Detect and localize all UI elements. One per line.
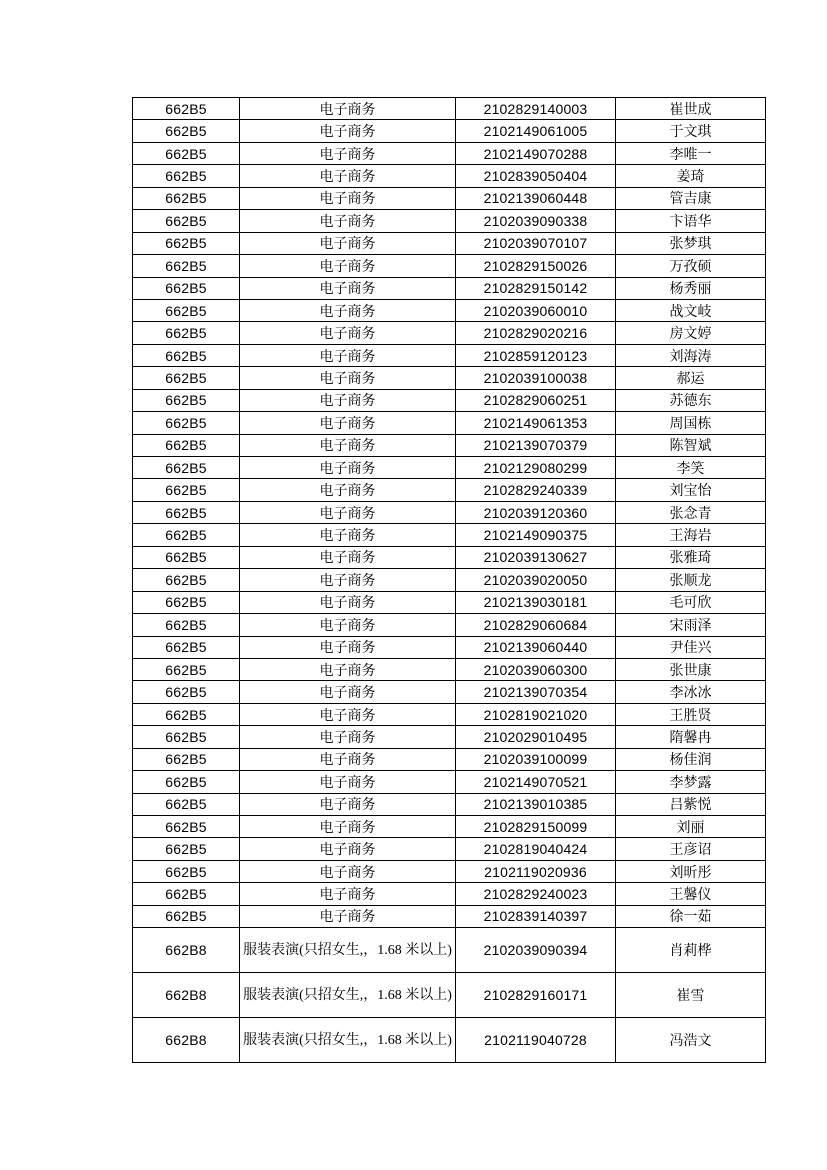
cell-major-name: 电子商务 — [240, 299, 456, 321]
cell-major-name: 电子商务 — [240, 681, 456, 703]
cell-student-id: 2102139010385 — [456, 793, 616, 815]
cell-student-name: 杨秀丽 — [616, 277, 766, 299]
table-row — [133, 771, 766, 793]
table-row — [133, 883, 766, 905]
table-row — [133, 299, 766, 321]
table-row — [133, 973, 766, 1018]
cell-student-name: 杨佳润 — [616, 748, 766, 770]
cell-student-id: 2102859120123 — [456, 344, 616, 366]
cell-student-name: 张念青 — [616, 501, 766, 523]
cell-student-name: 宋雨泽 — [616, 614, 766, 636]
cell-student-name: 王馨仪 — [616, 883, 766, 905]
cell-student-id: 2102039090338 — [456, 210, 616, 232]
table-row — [133, 928, 766, 973]
cell-student-id: 2102119020936 — [456, 860, 616, 882]
table-row — [133, 255, 766, 277]
cell-major-code: 662B5 — [133, 636, 240, 658]
cell-student-id: 2102039100038 — [456, 367, 616, 389]
cell-major-name: 电子商务 — [240, 277, 456, 299]
cell-major-code: 662B8 — [133, 1018, 240, 1063]
cell-major-code: 662B5 — [133, 703, 240, 725]
cell-student-name: 管吉康 — [616, 187, 766, 209]
cell-student-name: 于文琪 — [616, 120, 766, 142]
cell-major-code: 662B5 — [133, 569, 240, 591]
cell-student-id: 2102139060440 — [456, 636, 616, 658]
cell-student-name: 肖莉桦 — [616, 928, 766, 973]
cell-student-id: 2102829150026 — [456, 255, 616, 277]
cell-major-name: 电子商务 — [240, 255, 456, 277]
cell-major-name: 电子商务 — [240, 771, 456, 793]
cell-major-name: 服装表演(只招女生,，1.68 米以上) — [240, 1018, 456, 1063]
cell-major-name: 服装表演(只招女生,，1.68 米以上) — [240, 928, 456, 973]
table-row — [133, 569, 766, 591]
cell-student-name: 徐一茹 — [616, 905, 766, 927]
cell-student-name: 王海岩 — [616, 524, 766, 546]
cell-major-name: 电子商务 — [240, 838, 456, 860]
table-row — [133, 681, 766, 703]
cell-student-id: 2102839050404 — [456, 165, 616, 187]
cell-major-code: 662B5 — [133, 367, 240, 389]
table-row — [133, 165, 766, 187]
cell-student-id: 2102829160171 — [456, 973, 616, 1018]
cell-student-id: 2102029010495 — [456, 726, 616, 748]
cell-student-id: 2102039130627 — [456, 546, 616, 568]
table-row — [133, 658, 766, 680]
cell-student-id: 2102829140003 — [456, 98, 616, 120]
cell-major-name: 电子商务 — [240, 344, 456, 366]
table-row — [133, 434, 766, 456]
table-row — [133, 322, 766, 344]
cell-student-name: 隋馨冉 — [616, 726, 766, 748]
table-row — [133, 479, 766, 501]
table-row — [133, 905, 766, 927]
table-row — [133, 412, 766, 434]
cell-major-code: 662B5 — [133, 658, 240, 680]
cell-student-id: 2102039070107 — [456, 232, 616, 254]
cell-major-code: 662B5 — [133, 255, 240, 277]
table-row — [133, 501, 766, 523]
table-row — [133, 524, 766, 546]
cell-major-code: 662B5 — [133, 860, 240, 882]
cell-student-name: 张梦琪 — [616, 232, 766, 254]
cell-student-name: 周国栋 — [616, 412, 766, 434]
cell-major-name: 电子商务 — [240, 546, 456, 568]
cell-major-name: 电子商务 — [240, 524, 456, 546]
cell-major-code: 662B5 — [133, 165, 240, 187]
cell-major-name: 电子商务 — [240, 793, 456, 815]
table-row — [133, 344, 766, 366]
cell-student-id: 2102839140397 — [456, 905, 616, 927]
cell-student-name: 战文岐 — [616, 299, 766, 321]
cell-student-name: 李笑 — [616, 457, 766, 479]
cell-major-code: 662B5 — [133, 412, 240, 434]
cell-student-name: 卞语华 — [616, 210, 766, 232]
cell-student-id: 2102829020216 — [456, 322, 616, 344]
cell-student-name: 张顺龙 — [616, 569, 766, 591]
cell-major-name: 电子商务 — [240, 591, 456, 613]
table-row — [133, 614, 766, 636]
cell-major-code: 662B5 — [133, 883, 240, 905]
cell-student-id: 2102829150099 — [456, 816, 616, 838]
cell-student-name: 崔雪 — [616, 973, 766, 1018]
cell-major-code: 662B5 — [133, 726, 240, 748]
cell-major-name: 电子商务 — [240, 905, 456, 927]
cell-major-name: 电子商务 — [240, 322, 456, 344]
cell-student-name: 张世康 — [616, 658, 766, 680]
cell-major-name: 电子商务 — [240, 165, 456, 187]
cell-student-name: 刘昕彤 — [616, 860, 766, 882]
cell-student-name: 刘宝怡 — [616, 479, 766, 501]
cell-major-name: 电子商务 — [240, 187, 456, 209]
cell-major-code: 662B5 — [133, 277, 240, 299]
table-row — [133, 120, 766, 142]
cell-major-code: 662B5 — [133, 322, 240, 344]
cell-student-id: 2102119040728 — [456, 1018, 616, 1063]
cell-major-code: 662B5 — [133, 142, 240, 164]
table-row — [133, 816, 766, 838]
cell-student-name: 崔世成 — [616, 98, 766, 120]
cell-major-name: 电子商务 — [240, 367, 456, 389]
cell-student-id: 2102139070379 — [456, 434, 616, 456]
cell-student-id: 2102129080299 — [456, 457, 616, 479]
cell-student-name: 刘丽 — [616, 816, 766, 838]
cell-major-code: 662B5 — [133, 389, 240, 411]
cell-student-name: 万孜硕 — [616, 255, 766, 277]
cell-student-id: 2102139070354 — [456, 681, 616, 703]
cell-major-code: 662B5 — [133, 614, 240, 636]
cell-major-name: 电子商务 — [240, 98, 456, 120]
cell-major-name: 电子商务 — [240, 457, 456, 479]
student-roster-table — [132, 97, 766, 1063]
table-row — [133, 748, 766, 770]
cell-major-name: 电子商务 — [240, 434, 456, 456]
cell-student-id: 2102819040424 — [456, 838, 616, 860]
cell-major-name: 电子商务 — [240, 120, 456, 142]
cell-major-code: 662B5 — [133, 232, 240, 254]
table-row — [133, 636, 766, 658]
cell-major-name: 电子商务 — [240, 726, 456, 748]
cell-student-id: 2102819021020 — [456, 703, 616, 725]
table-body — [133, 98, 766, 1063]
cell-major-name: 电子商务 — [240, 479, 456, 501]
cell-major-code: 662B5 — [133, 344, 240, 366]
table-row — [133, 591, 766, 613]
cell-major-code: 662B5 — [133, 479, 240, 501]
cell-student-id: 2102149070521 — [456, 771, 616, 793]
cell-student-name: 刘海涛 — [616, 344, 766, 366]
cell-major-code: 662B5 — [133, 838, 240, 860]
cell-major-code: 662B5 — [133, 120, 240, 142]
table-row — [133, 838, 766, 860]
table-row — [133, 142, 766, 164]
cell-major-code: 662B5 — [133, 748, 240, 770]
cell-major-code: 662B8 — [133, 973, 240, 1018]
table-row — [133, 210, 766, 232]
cell-student-name: 冯浩文 — [616, 1018, 766, 1063]
cell-student-id: 2102829240023 — [456, 883, 616, 905]
cell-major-name: 电子商务 — [240, 748, 456, 770]
cell-student-name: 郝运 — [616, 367, 766, 389]
table-row — [133, 793, 766, 815]
cell-student-id: 2102139030181 — [456, 591, 616, 613]
table-row — [133, 187, 766, 209]
cell-major-code: 662B5 — [133, 210, 240, 232]
cell-student-id: 2102039100099 — [456, 748, 616, 770]
cell-student-name: 姜琦 — [616, 165, 766, 187]
cell-student-id: 2102139060448 — [456, 187, 616, 209]
cell-major-name: 电子商务 — [240, 703, 456, 725]
cell-major-code: 662B5 — [133, 546, 240, 568]
cell-major-code: 662B8 — [133, 928, 240, 973]
table-row — [133, 457, 766, 479]
cell-student-id: 2102829150142 — [456, 277, 616, 299]
cell-major-code: 662B5 — [133, 905, 240, 927]
cell-major-code: 662B5 — [133, 434, 240, 456]
cell-student-id: 2102829240339 — [456, 479, 616, 501]
cell-student-id: 2102039090394 — [456, 928, 616, 973]
cell-major-code: 662B5 — [133, 771, 240, 793]
cell-student-name: 毛可欣 — [616, 591, 766, 613]
cell-major-name: 电子商务 — [240, 142, 456, 164]
cell-student-name: 吕紫悦 — [616, 793, 766, 815]
cell-student-id: 2102039020050 — [456, 569, 616, 591]
table-row — [133, 726, 766, 748]
table-row — [133, 1018, 766, 1063]
cell-student-name: 李冰冰 — [616, 681, 766, 703]
cell-student-id: 2102149090375 — [456, 524, 616, 546]
cell-student-name: 尹佳兴 — [616, 636, 766, 658]
table-row — [133, 367, 766, 389]
table-row — [133, 389, 766, 411]
cell-major-name: 电子商务 — [240, 816, 456, 838]
cell-student-name: 李唯一 — [616, 142, 766, 164]
cell-major-code: 662B5 — [133, 299, 240, 321]
cell-major-code: 662B5 — [133, 591, 240, 613]
cell-student-id: 2102829060684 — [456, 614, 616, 636]
cell-major-code: 662B5 — [133, 793, 240, 815]
cell-major-name: 电子商务 — [240, 210, 456, 232]
cell-major-name: 电子商务 — [240, 389, 456, 411]
cell-major-name: 电子商务 — [240, 883, 456, 905]
cell-student-name: 陈智斌 — [616, 434, 766, 456]
cell-major-code: 662B5 — [133, 816, 240, 838]
table-row — [133, 703, 766, 725]
table-row — [133, 546, 766, 568]
cell-student-name: 房文婷 — [616, 322, 766, 344]
cell-student-name: 张雅琦 — [616, 546, 766, 568]
cell-major-code: 662B5 — [133, 457, 240, 479]
cell-student-name: 苏德东 — [616, 389, 766, 411]
cell-student-name: 王彦诏 — [616, 838, 766, 860]
cell-major-name: 电子商务 — [240, 232, 456, 254]
cell-student-id: 2102149061353 — [456, 412, 616, 434]
cell-student-id: 2102149070288 — [456, 142, 616, 164]
cell-major-name: 电子商务 — [240, 569, 456, 591]
cell-major-code: 662B5 — [133, 524, 240, 546]
cell-student-id: 2102039060300 — [456, 658, 616, 680]
table-row — [133, 860, 766, 882]
cell-student-id: 2102039060010 — [456, 299, 616, 321]
cell-major-name: 电子商务 — [240, 501, 456, 523]
cell-major-name: 服装表演(只招女生,，1.68 米以上) — [240, 973, 456, 1018]
cell-major-name: 电子商务 — [240, 860, 456, 882]
cell-major-name: 电子商务 — [240, 658, 456, 680]
cell-major-code: 662B5 — [133, 98, 240, 120]
cell-student-name: 王胜贤 — [616, 703, 766, 725]
cell-major-name: 电子商务 — [240, 614, 456, 636]
table-row — [133, 98, 766, 120]
cell-student-id: 2102149061005 — [456, 120, 616, 142]
cell-student-name: 李梦露 — [616, 771, 766, 793]
cell-major-name: 电子商务 — [240, 412, 456, 434]
cell-major-name: 电子商务 — [240, 636, 456, 658]
table-row — [133, 277, 766, 299]
table-row — [133, 232, 766, 254]
cell-major-code: 662B5 — [133, 501, 240, 523]
cell-student-id: 2102039120360 — [456, 501, 616, 523]
cell-major-code: 662B5 — [133, 681, 240, 703]
cell-major-code: 662B5 — [133, 187, 240, 209]
cell-student-id: 2102829060251 — [456, 389, 616, 411]
